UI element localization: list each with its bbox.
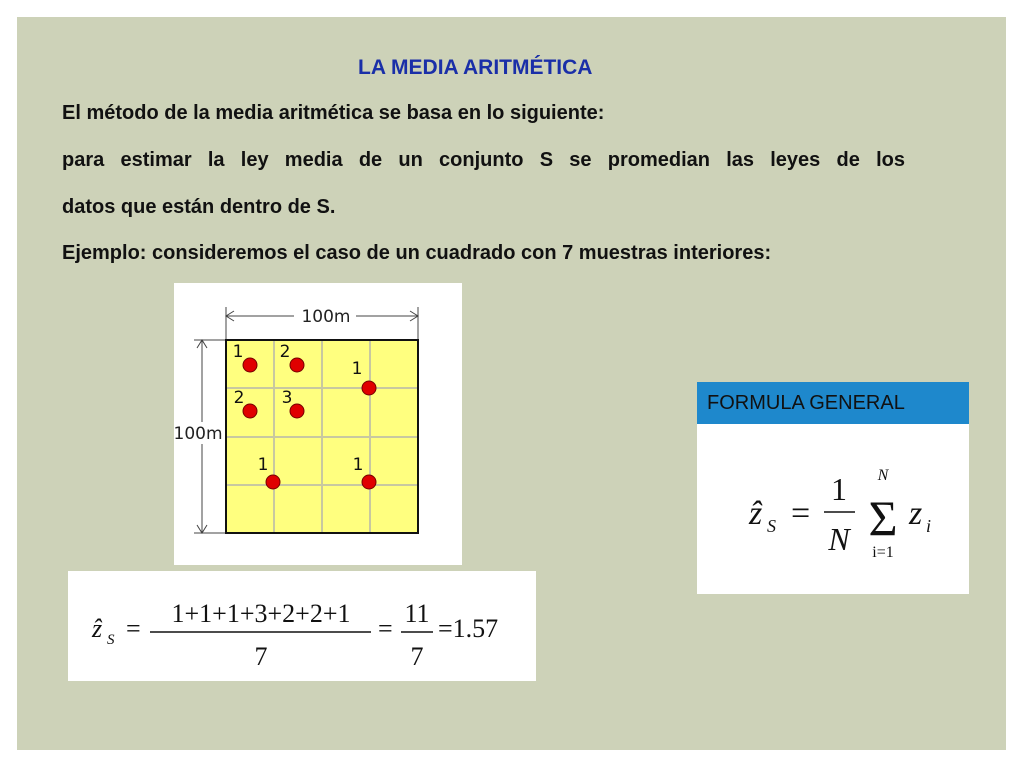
slide-title: LA MEDIA ARITMÉTICA [358,56,593,79]
height-label: 100m [174,424,223,444]
sample-point [243,404,257,418]
calc-equals-1: = [126,614,141,643]
formula-N: N [828,521,850,557]
formula-svg [697,382,969,594]
general-formula-box [697,382,969,594]
sample-point [290,358,304,372]
formula-equals: = [791,495,811,532]
sample-label: 1 [351,359,363,379]
formula-lhs-z: ẑ [749,495,763,532]
block-diagram-svg [174,283,462,565]
calc-numerator: 1+1+1+3+2+2+1 [171,599,351,628]
paragraph-estimate: para estimar la ley media de un conjunto S se promedian las leyes de los [62,149,905,171]
paragraph-data: datos que están dentro de S. [62,196,336,218]
calc-equals-2: = [378,614,393,643]
calculation-box [68,571,536,681]
calc-fraction-den: 7 [410,642,424,671]
formula-one: 1 [831,471,847,507]
block-diagram [174,283,462,565]
calc-denominator: 7 [254,642,268,671]
calculation-svg [68,571,536,681]
formula-lhs-subscript: S [767,516,776,536]
calc-lhs-z: ẑ [92,614,103,643]
sample-label: 3 [281,388,293,408]
paragraph-example: Ejemplo: consideremos el caso de un cuadrado con 7 muestras interiores: [62,242,772,264]
sample-label: 1 [352,455,364,475]
formula-sum-upper: N [877,467,889,484]
calc-lhs-subscript: S [107,632,115,648]
sample-point [243,358,257,372]
formula-header-label: FORMULA GENERAL [707,392,905,414]
sample-point [362,475,376,489]
formula-sum-sign: Σ [868,490,898,546]
formula-z-subscript: i [926,516,932,536]
calc-fraction-num: 11 [404,599,430,628]
sample-point [362,381,376,395]
sample-point [266,475,280,489]
formula-sum-lower: i=1 [872,544,894,561]
paragraph-intro: El método de la media aritmética se basa en lo siguiente: [62,102,605,124]
sample-label: 1 [257,455,269,475]
calc-result: =1.57 [438,614,499,643]
sample-label: 2 [279,342,291,362]
sample-label: 1 [232,342,244,362]
sample-label: 2 [233,388,245,408]
width-label: 100m [301,307,351,327]
formula-z: z [909,495,923,532]
